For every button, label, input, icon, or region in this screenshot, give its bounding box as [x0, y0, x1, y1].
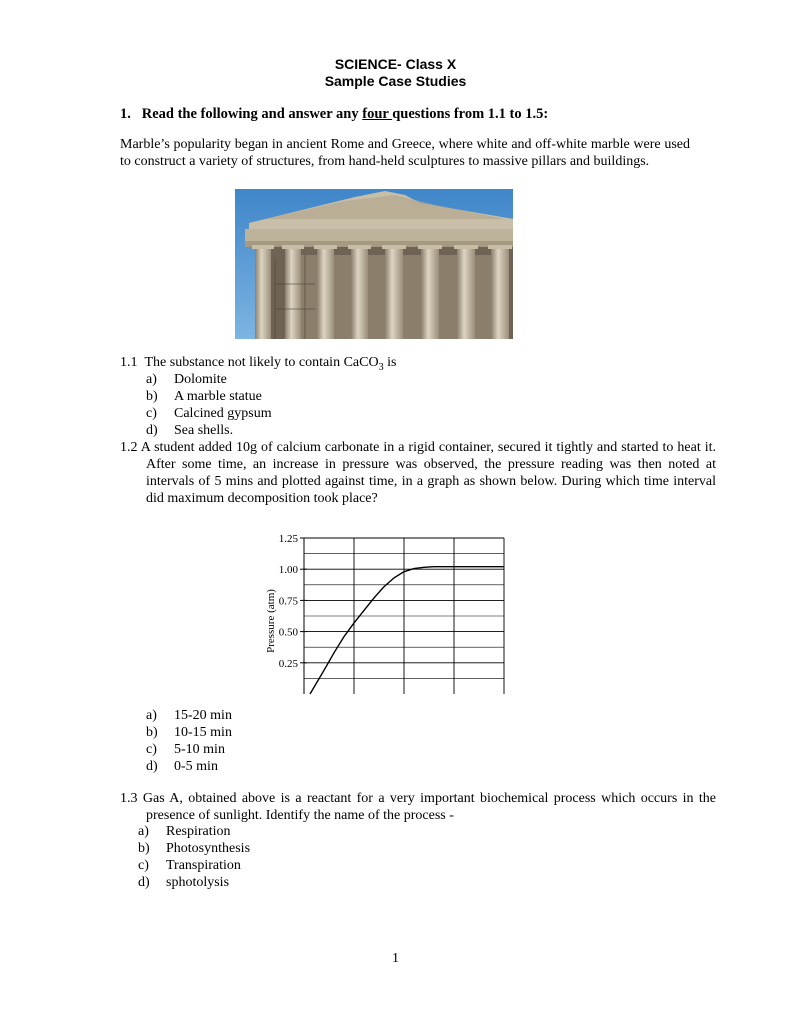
option-1-2-c	[146, 741, 225, 758]
question-1-heading	[120, 106, 548, 123]
option-label: d)	[146, 423, 158, 438]
question-number: 1.	[120, 106, 131, 122]
question-number: 1.3	[120, 791, 138, 806]
y-axis-ticks	[279, 533, 307, 670]
option-text: Respiration	[166, 824, 231, 839]
option-1-3-d	[138, 874, 229, 891]
question-text-end: is	[383, 355, 397, 370]
option-label: d)	[146, 759, 158, 774]
document-subtitle: Sample Case Studies	[324, 73, 467, 89]
option-1-3-c	[138, 857, 241, 874]
option-1-1-d	[146, 422, 233, 439]
question-text: Read the following and answer any	[141, 106, 363, 122]
option-text: Transpiration	[166, 858, 241, 873]
pressure-chart	[262, 526, 508, 696]
subscript: 3	[378, 361, 384, 373]
option-text: A marble statue	[174, 389, 262, 404]
option-label: b)	[138, 841, 150, 856]
question-1-2	[120, 439, 716, 507]
option-1-3-a	[138, 823, 231, 840]
question-text: The substance not likely to contain CaCO	[144, 355, 379, 370]
question-number: 1.2	[120, 440, 138, 455]
pressure-curve	[310, 567, 504, 694]
page-number: 1	[392, 951, 399, 966]
option-1-1-c	[146, 405, 272, 422]
question-text-end: questions from 1.1 to 1.5:	[392, 106, 549, 122]
y-tick-label: 0.75	[278, 595, 298, 608]
y-tick-label: 1.25	[278, 533, 298, 545]
option-1-3-b	[138, 840, 250, 857]
option-label: c)	[146, 742, 157, 757]
option-text: Sea shells.	[174, 423, 234, 438]
option-label: a)	[146, 708, 157, 723]
y-axis-label: Pressure (atm)	[265, 589, 277, 653]
option-label: b)	[146, 725, 158, 740]
question-text: Gas A, obtained above is a reactant for a very important biochemical process which occurs in the presence of sunlight. Identify the name of the process -	[142, 791, 717, 823]
option-1-2-a	[146, 707, 232, 724]
option-text: Photosynthesis	[166, 841, 251, 856]
y-tick-label: 0.50	[278, 626, 298, 639]
question-text: A student added 10g of calcium carbonate in a rigid container, secured it tightly and started to heat it. After some time, an increase in pressure was observed, the pressure reading was then noted at intervals of 5 mins and plotted against time, in a graph as shown below. During which time interval did maximum decomposition took place?	[140, 440, 716, 506]
option-text: 10-15 min	[174, 725, 232, 740]
option-label: b)	[146, 389, 158, 404]
question-number: 1.1	[120, 355, 138, 370]
option-text: sphotolysis	[166, 875, 230, 890]
question-1-3	[120, 790, 716, 824]
option-text: 0-5 min	[174, 759, 218, 774]
option-label: a)	[138, 824, 149, 839]
option-label: d)	[138, 875, 150, 890]
option-text: 5-10 min	[174, 742, 225, 757]
chart-grid	[304, 538, 504, 694]
option-1-2-b	[146, 724, 232, 741]
option-text: 15-20 min	[174, 708, 232, 723]
y-tick-label: 1.00	[278, 564, 298, 577]
option-1-1-b	[146, 388, 262, 405]
option-label: c)	[146, 406, 157, 421]
document-title: SCIENCE- Class X	[334, 56, 457, 72]
option-text: Dolomite	[174, 372, 227, 387]
question-text-underlined: four	[362, 106, 393, 122]
parthenon-photo	[235, 189, 513, 339]
option-1-1-a	[146, 371, 227, 388]
option-label: c)	[138, 858, 149, 873]
y-tick-label: 0.25	[278, 657, 298, 670]
option-text: Calcined gypsum	[174, 406, 272, 421]
option-1-2-d	[146, 758, 218, 775]
passage-text: Marble’s popularity began in ancient Rome and Greece, where white and off-white marble were used to construct a variety of structures, from hand-held sculptures to massive pillars and buildings.	[120, 137, 690, 169]
option-label: a)	[146, 372, 157, 387]
